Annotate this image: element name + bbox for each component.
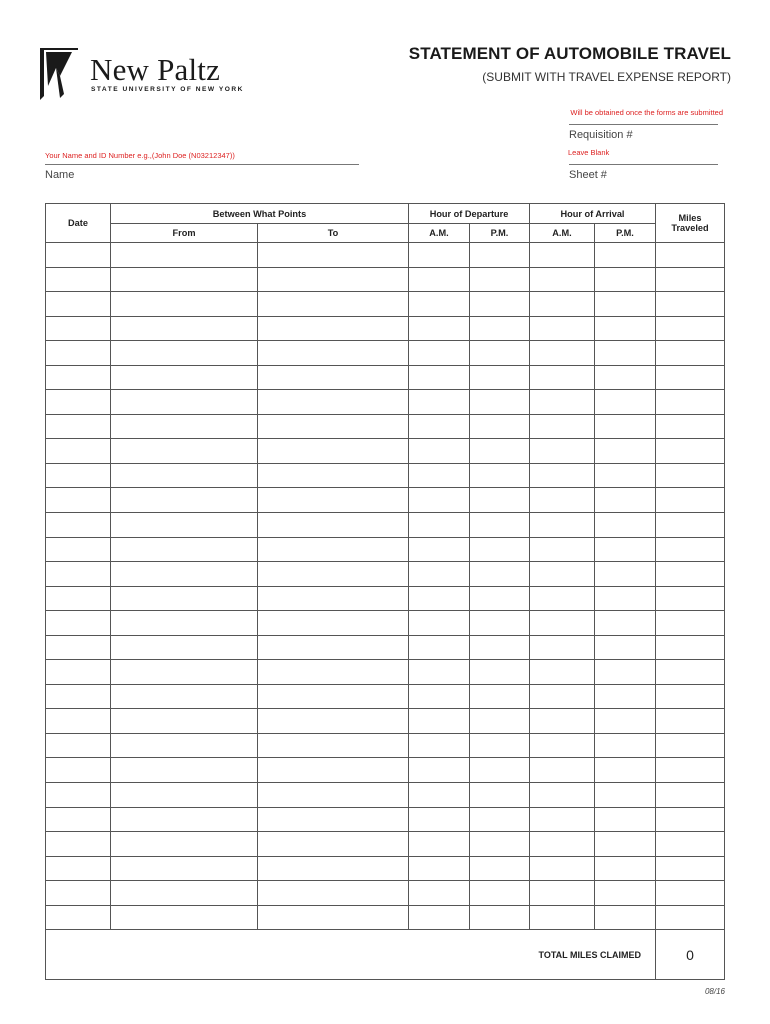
cell-date[interactable]: [46, 513, 111, 538]
cell-arrival-pm[interactable]: [595, 758, 656, 783]
cell-arrival-am[interactable]: [530, 783, 595, 808]
cell-arrival-am[interactable]: [530, 390, 595, 415]
cell-departure-pm[interactable]: [470, 414, 530, 439]
cell-from[interactable]: [111, 463, 258, 488]
cell-date[interactable]: [46, 832, 111, 857]
cell-departure-pm[interactable]: [470, 905, 530, 930]
table-row: [46, 562, 725, 587]
cell-departure-pm[interactable]: [470, 758, 530, 783]
cell-departure-am[interactable]: [409, 292, 470, 317]
cell-to[interactable]: [258, 684, 409, 709]
cell-departure-pm[interactable]: [470, 807, 530, 832]
cell-departure-am[interactable]: [409, 267, 470, 292]
cell-departure-am[interactable]: [409, 414, 470, 439]
cell-miles[interactable]: [656, 881, 725, 906]
cell-arrival-am[interactable]: [530, 856, 595, 881]
cell-departure-am[interactable]: [409, 316, 470, 341]
cell-departure-pm[interactable]: [470, 292, 530, 317]
cell-departure-pm[interactable]: [470, 488, 530, 513]
cell-departure-pm[interactable]: [470, 783, 530, 808]
cell-date[interactable]: [46, 243, 111, 268]
table-row: [46, 881, 725, 906]
cell-from[interactable]: [111, 832, 258, 857]
cell-from[interactable]: [111, 513, 258, 538]
cell-to[interactable]: [258, 414, 409, 439]
cell-arrival-pm[interactable]: [595, 881, 656, 906]
cell-miles[interactable]: [656, 758, 725, 783]
cell-arrival-pm[interactable]: [595, 267, 656, 292]
cell-arrival-pm[interactable]: [595, 635, 656, 660]
cell-to[interactable]: [258, 439, 409, 464]
cell-arrival-pm[interactable]: [595, 660, 656, 685]
table-row: [46, 783, 725, 808]
cell-departure-am[interactable]: [409, 365, 470, 390]
cell-to[interactable]: [258, 537, 409, 562]
cell-arrival-pm[interactable]: [595, 341, 656, 366]
cell-departure-am[interactable]: [409, 807, 470, 832]
cell-date[interactable]: [46, 586, 111, 611]
cell-arrival-pm[interactable]: [595, 439, 656, 464]
cell-to[interactable]: [258, 292, 409, 317]
cell-date[interactable]: [46, 390, 111, 415]
cell-departure-pm[interactable]: [470, 267, 530, 292]
cell-miles[interactable]: [656, 414, 725, 439]
cell-departure-pm[interactable]: [470, 586, 530, 611]
cell-date[interactable]: [46, 660, 111, 685]
cell-miles[interactable]: [656, 807, 725, 832]
cell-arrival-am[interactable]: [530, 292, 595, 317]
cell-departure-am[interactable]: [409, 611, 470, 636]
cell-departure-am[interactable]: [409, 733, 470, 758]
cell-to[interactable]: [258, 341, 409, 366]
cell-miles[interactable]: [656, 365, 725, 390]
cell-miles[interactable]: [656, 684, 725, 709]
cell-arrival-pm[interactable]: [595, 390, 656, 415]
logo-subtitle: STATE UNIVERSITY OF NEW YORK: [91, 86, 244, 93]
cell-arrival-am[interactable]: [530, 611, 595, 636]
sheet-input-line[interactable]: [569, 164, 718, 165]
table-row: [46, 463, 725, 488]
cell-date[interactable]: [46, 267, 111, 292]
cell-departure-pm[interactable]: [470, 513, 530, 538]
cell-to[interactable]: [258, 463, 409, 488]
cell-departure-am[interactable]: [409, 537, 470, 562]
cell-to[interactable]: [258, 783, 409, 808]
table-row: [46, 316, 725, 341]
cell-arrival-pm[interactable]: [595, 414, 656, 439]
cell-from[interactable]: [111, 439, 258, 464]
cell-arrival-am[interactable]: [530, 243, 595, 268]
cell-from[interactable]: [111, 586, 258, 611]
table-row: [46, 439, 725, 464]
cell-date[interactable]: [46, 562, 111, 587]
cell-to[interactable]: [258, 709, 409, 734]
cell-date[interactable]: [46, 733, 111, 758]
cell-departure-pm[interactable]: [470, 562, 530, 587]
cell-to[interactable]: [258, 905, 409, 930]
header-arrival-pm: P.M.: [595, 224, 656, 243]
table-row: [46, 488, 725, 513]
cell-arrival-am[interactable]: [530, 684, 595, 709]
table-row: [46, 807, 725, 832]
cell-departure-am[interactable]: [409, 390, 470, 415]
cell-miles[interactable]: [656, 390, 725, 415]
cell-date[interactable]: [46, 709, 111, 734]
cell-to[interactable]: [258, 365, 409, 390]
cell-from[interactable]: [111, 783, 258, 808]
cell-miles[interactable]: [656, 709, 725, 734]
table-row: [46, 390, 725, 415]
cell-from[interactable]: [111, 905, 258, 930]
table-row: [46, 660, 725, 685]
name-label: Name: [45, 169, 75, 181]
cell-arrival-pm[interactable]: [595, 292, 656, 317]
table-row: [46, 513, 725, 538]
cell-miles[interactable]: [656, 905, 725, 930]
cell-departure-am[interactable]: [409, 684, 470, 709]
cell-miles[interactable]: [656, 635, 725, 660]
total-miles-cell[interactable]: [656, 930, 725, 980]
total-miles-value: 0: [686, 946, 694, 963]
cell-departure-pm[interactable]: [470, 463, 530, 488]
form-title: STATEMENT OF AUTOMOBILE TRAVEL: [408, 44, 731, 63]
cell-arrival-am[interactable]: [530, 513, 595, 538]
header-arrival-am: A.M.: [530, 224, 595, 243]
cell-arrival-am[interactable]: [530, 905, 595, 930]
cell-date[interactable]: [46, 316, 111, 341]
cell-miles[interactable]: [656, 316, 725, 341]
cell-to[interactable]: [258, 635, 409, 660]
cell-to[interactable]: [258, 881, 409, 906]
header-arrival: Hour of Arrival: [530, 204, 656, 224]
cell-miles[interactable]: [656, 292, 725, 317]
cell-arrival-pm[interactable]: [595, 807, 656, 832]
table-row: [46, 684, 725, 709]
cell-arrival-pm[interactable]: [595, 684, 656, 709]
cell-from[interactable]: [111, 733, 258, 758]
cell-arrival-am[interactable]: [530, 635, 595, 660]
form-version: 08/16: [704, 987, 725, 996]
cell-date[interactable]: [46, 783, 111, 808]
cell-to[interactable]: [258, 832, 409, 857]
table-row: [46, 537, 725, 562]
cell-departure-am[interactable]: [409, 341, 470, 366]
cell-arrival-am[interactable]: [530, 341, 595, 366]
cell-departure-am[interactable]: [409, 709, 470, 734]
cell-arrival-am[interactable]: [530, 709, 595, 734]
cell-date[interactable]: [46, 807, 111, 832]
cell-from[interactable]: [111, 807, 258, 832]
cell-departure-pm[interactable]: [470, 390, 530, 415]
requisition-note: Will be obtained once the forms are submitted: [570, 108, 723, 117]
form-subtitle: (SUBMIT WITH TRAVEL EXPENSE REPORT): [482, 70, 731, 84]
cell-departure-am[interactable]: [409, 905, 470, 930]
cell-miles[interactable]: [656, 463, 725, 488]
total-label-cell: [46, 930, 656, 980]
table-row: [46, 341, 725, 366]
cell-miles[interactable]: [656, 832, 725, 857]
table-row: [46, 832, 725, 857]
cell-departure-am[interactable]: [409, 660, 470, 685]
cell-departure-pm[interactable]: [470, 684, 530, 709]
cell-arrival-pm[interactable]: [595, 488, 656, 513]
table-row: [46, 709, 725, 734]
cell-departure-am[interactable]: [409, 562, 470, 587]
cell-arrival-pm[interactable]: [595, 562, 656, 587]
cell-from[interactable]: [111, 316, 258, 341]
cell-date[interactable]: [46, 414, 111, 439]
cell-date[interactable]: [46, 758, 111, 783]
cell-arrival-am[interactable]: [530, 316, 595, 341]
cell-to[interactable]: [258, 856, 409, 881]
cell-to[interactable]: [258, 660, 409, 685]
header-departure-am: A.M.: [409, 224, 470, 243]
cell-departure-pm[interactable]: [470, 660, 530, 685]
name-note: Your Name and ID Number e.g.,(John Doe (N03212347)): [45, 151, 235, 160]
cell-from[interactable]: [111, 562, 258, 587]
cell-arrival-pm[interactable]: [595, 537, 656, 562]
logo-wordmark: New Paltz: [90, 52, 221, 87]
header-miles-line2: Traveled: [671, 223, 709, 233]
table-row: [46, 905, 725, 930]
cell-departure-am[interactable]: [409, 439, 470, 464]
table-row: [46, 243, 725, 268]
cell-date[interactable]: [46, 537, 111, 562]
cell-date[interactable]: [46, 635, 111, 660]
cell-to[interactable]: [258, 807, 409, 832]
cell-departure-am[interactable]: [409, 513, 470, 538]
header-departure: Hour of Departure: [409, 204, 530, 224]
cell-arrival-pm[interactable]: [595, 611, 656, 636]
cell-to[interactable]: [258, 243, 409, 268]
cell-from[interactable]: [111, 365, 258, 390]
cell-departure-pm[interactable]: [470, 243, 530, 268]
cell-arrival-am[interactable]: [530, 414, 595, 439]
cell-from[interactable]: [111, 684, 258, 709]
cell-miles[interactable]: [656, 537, 725, 562]
cell-from[interactable]: [111, 292, 258, 317]
cell-arrival-am[interactable]: [530, 807, 595, 832]
cell-arrival-am[interactable]: [530, 832, 595, 857]
cell-arrival-am[interactable]: [530, 881, 595, 906]
cell-date[interactable]: [46, 856, 111, 881]
cell-departure-am[interactable]: [409, 832, 470, 857]
cell-date[interactable]: [46, 611, 111, 636]
cell-arrival-pm[interactable]: [595, 832, 656, 857]
cell-from[interactable]: [111, 611, 258, 636]
table-row: [46, 414, 725, 439]
header-from: From: [111, 224, 258, 243]
cell-arrival-am[interactable]: [530, 537, 595, 562]
cell-miles[interactable]: [656, 488, 725, 513]
cell-departure-am[interactable]: [409, 758, 470, 783]
cell-departure-pm[interactable]: [470, 881, 530, 906]
cell-arrival-pm[interactable]: [595, 513, 656, 538]
requisition-label: Requisition #: [569, 129, 633, 141]
cell-date[interactable]: [46, 684, 111, 709]
cell-arrival-am[interactable]: [530, 439, 595, 464]
cell-to[interactable]: [258, 267, 409, 292]
cell-date[interactable]: [46, 341, 111, 366]
cell-date[interactable]: [46, 881, 111, 906]
cell-miles[interactable]: [656, 783, 725, 808]
cell-to[interactable]: [258, 586, 409, 611]
cell-arrival-am[interactable]: [530, 488, 595, 513]
table-row: [46, 758, 725, 783]
cell-departure-pm[interactable]: [470, 832, 530, 857]
cell-to[interactable]: [258, 390, 409, 415]
cell-date[interactable]: [46, 439, 111, 464]
cell-departure-am[interactable]: [409, 635, 470, 660]
cell-date[interactable]: [46, 292, 111, 317]
cell-to[interactable]: [258, 488, 409, 513]
cell-departure-pm[interactable]: [470, 316, 530, 341]
cell-arrival-am[interactable]: [530, 758, 595, 783]
cell-miles[interactable]: [656, 733, 725, 758]
cell-miles[interactable]: [656, 856, 725, 881]
cell-to[interactable]: [258, 316, 409, 341]
cell-departure-pm[interactable]: [470, 341, 530, 366]
cell-departure-pm[interactable]: [470, 365, 530, 390]
cell-miles[interactable]: [656, 513, 725, 538]
cell-to[interactable]: [258, 562, 409, 587]
header-between-points: Between What Points: [111, 204, 409, 224]
cell-from[interactable]: [111, 537, 258, 562]
table-row: [46, 635, 725, 660]
cell-from[interactable]: [111, 341, 258, 366]
sheet-note: Leave Blank: [568, 148, 610, 157]
cell-from[interactable]: [111, 390, 258, 415]
cell-miles[interactable]: [656, 439, 725, 464]
table-row: [46, 267, 725, 292]
cell-miles[interactable]: [656, 660, 725, 685]
header-to: To: [258, 224, 409, 243]
header-miles: [656, 204, 725, 243]
cell-departure-am[interactable]: [409, 586, 470, 611]
header-date: Date: [46, 204, 111, 243]
cell-departure-am[interactable]: [409, 488, 470, 513]
cell-to[interactable]: [258, 611, 409, 636]
cell-from[interactable]: [111, 660, 258, 685]
cell-miles[interactable]: [656, 243, 725, 268]
cell-date[interactable]: [46, 463, 111, 488]
cell-from[interactable]: [111, 881, 258, 906]
cell-from[interactable]: [111, 243, 258, 268]
cell-arrival-am[interactable]: [530, 463, 595, 488]
cell-arrival-pm[interactable]: [595, 709, 656, 734]
name-input-line[interactable]: [45, 164, 359, 165]
cell-miles[interactable]: [656, 341, 725, 366]
cell-miles[interactable]: [656, 586, 725, 611]
cell-arrival-pm[interactable]: [595, 856, 656, 881]
cell-departure-pm[interactable]: [470, 733, 530, 758]
cell-arrival-am[interactable]: [530, 733, 595, 758]
cell-departure-pm[interactable]: [470, 611, 530, 636]
cell-departure-am[interactable]: [409, 856, 470, 881]
cell-departure-am[interactable]: [409, 243, 470, 268]
sheet-label: Sheet #: [569, 169, 607, 181]
cell-from[interactable]: [111, 856, 258, 881]
cell-arrival-pm[interactable]: [595, 365, 656, 390]
cell-arrival-pm[interactable]: [595, 783, 656, 808]
cell-departure-pm[interactable]: [470, 635, 530, 660]
table-row: [46, 292, 725, 317]
cell-departure-pm[interactable]: [470, 439, 530, 464]
table-row: [46, 586, 725, 611]
cell-arrival-am[interactable]: [530, 562, 595, 587]
cell-departure-pm[interactable]: [470, 537, 530, 562]
cell-departure-am[interactable]: [409, 881, 470, 906]
cell-miles[interactable]: [656, 562, 725, 587]
cell-from[interactable]: [111, 635, 258, 660]
header-miles-line1: Miles: [678, 213, 702, 223]
requisition-input-line[interactable]: [569, 124, 718, 125]
cell-date[interactable]: [46, 365, 111, 390]
cell-date[interactable]: [46, 488, 111, 513]
new-paltz-logo-icon: [38, 46, 80, 100]
cell-arrival-pm[interactable]: [595, 733, 656, 758]
cell-from[interactable]: [111, 758, 258, 783]
table-row: [46, 856, 725, 881]
cell-arrival-am[interactable]: [530, 586, 595, 611]
cell-arrival-pm[interactable]: [595, 463, 656, 488]
cell-from[interactable]: [111, 414, 258, 439]
cell-to[interactable]: [258, 513, 409, 538]
cell-arrival-pm[interactable]: [595, 243, 656, 268]
cell-arrival-pm[interactable]: [595, 905, 656, 930]
cell-from[interactable]: [111, 267, 258, 292]
cell-miles[interactable]: [656, 267, 725, 292]
cell-to[interactable]: [258, 758, 409, 783]
cell-from[interactable]: [111, 709, 258, 734]
cell-arrival-am[interactable]: [530, 267, 595, 292]
cell-departure-pm[interactable]: [470, 856, 530, 881]
cell-departure-pm[interactable]: [470, 709, 530, 734]
header-departure-pm: P.M.: [470, 224, 530, 243]
cell-arrival-pm[interactable]: [595, 586, 656, 611]
cell-to[interactable]: [258, 733, 409, 758]
total-miles-label: TOTAL MILES CLAIMED: [538, 949, 641, 960]
cell-arrival-pm[interactable]: [595, 316, 656, 341]
table-row: [46, 733, 725, 758]
cell-arrival-am[interactable]: [530, 365, 595, 390]
cell-arrival-am[interactable]: [530, 660, 595, 685]
cell-date[interactable]: [46, 905, 111, 930]
cell-miles[interactable]: [656, 611, 725, 636]
cell-departure-am[interactable]: [409, 463, 470, 488]
table-row: [46, 611, 725, 636]
table-row: [46, 365, 725, 390]
cell-departure-am[interactable]: [409, 783, 470, 808]
cell-from[interactable]: [111, 488, 258, 513]
travel-log-table: [45, 203, 725, 980]
